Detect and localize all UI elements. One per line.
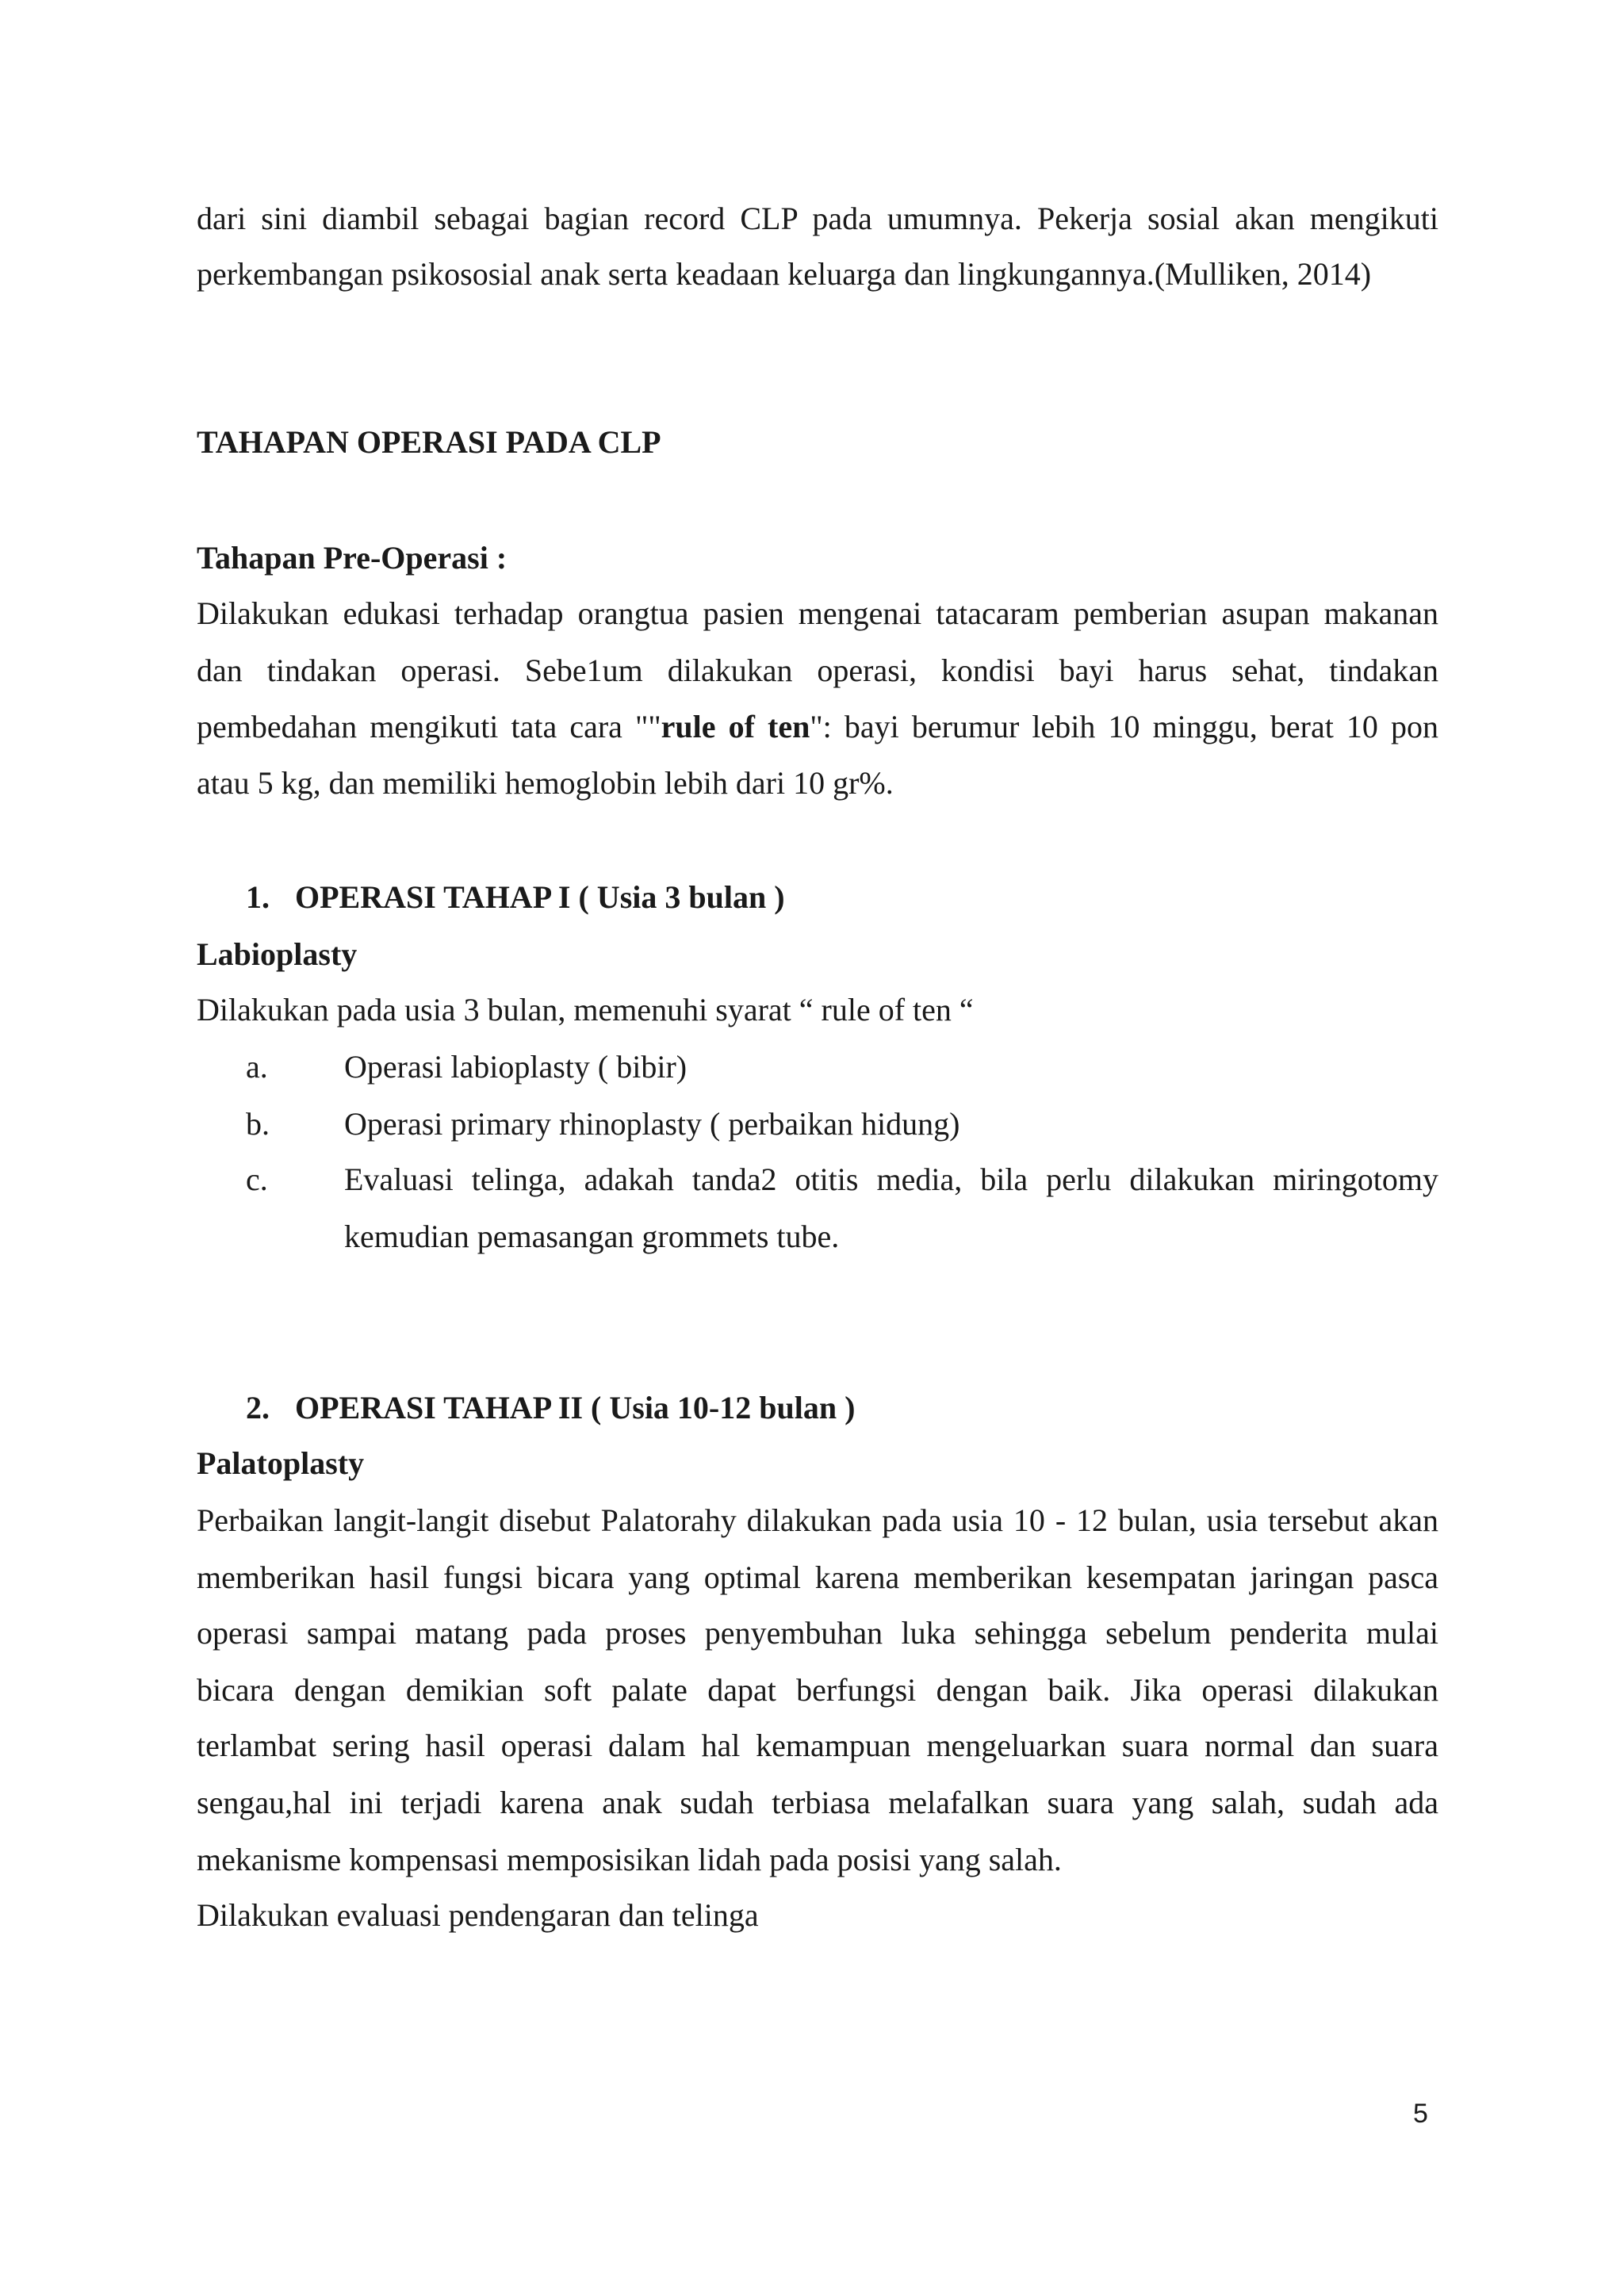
pre-op-line-1: Dilakukan edukasi terhadap orangtua pasien mengenai tatacaram pemberian asupan makanan xyxy=(197,595,1438,631)
pre-op-heading: Tahapan Pre-Operasi : xyxy=(197,540,508,576)
pre-op-line-2: dan tindakan operasi. Sebe1um dilakukan operasi, kondisi bayi harus sehat, tindakan xyxy=(197,652,1438,688)
intro-line-2: perkembangan psikososial anak serta keadaan keluarga dan lingkungannya.(Mulliken, 2014) xyxy=(197,256,1372,292)
pre-op-line-3-start: pembedahan mengikuti tata cara "" xyxy=(197,709,661,744)
stage-1-item-c-text-continued: kemudian pemasangan grommets tube. xyxy=(344,1219,840,1254)
pre-op-line-3 xyxy=(197,708,1438,746)
intro-line-1: dari sini diambil sebagai bagian record CLP pada umumnya. Pekerja sosial akan mengikuti xyxy=(197,201,1438,236)
stage-1-item-a-text: Operasi labioplasty ( bibir) xyxy=(344,1049,688,1085)
stage-2-title: OPERASI TAHAP II ( Usia 10-12 bulan ) xyxy=(295,1390,856,1425)
stage-1-item-c-text: Evaluasi telinga, adakah tanda2 otitis media, bila perlu dilakukan miringotomy xyxy=(344,1161,1438,1197)
stage-2-line-1: Perbaikan langit-langit disebut Palatorahy dilakukan pada usia 10 - 12 bulan, usia tersebut akan xyxy=(197,1502,1438,1538)
stage-2-line-4: bicara dengan demikian soft palate dapat berfungsi dengan baik. Jika operasi dilakukan xyxy=(197,1672,1438,1708)
stage-2-line-3: operasi sampai matang pada proses penyembuhan luka sehingga sebelum penderita mulai xyxy=(197,1615,1438,1651)
stage-2-closing: Dilakukan evaluasi pendengaran dan telinga xyxy=(197,1897,759,1933)
stage-1-title: OPERASI TAHAP I ( Usia 3 bulan ) xyxy=(295,879,785,915)
pre-op-line-3-end: ": bayi berumur lebih 10 minggu, berat 10 pon xyxy=(810,709,1438,744)
pre-op-line-4: atau 5 kg, dan memiliki hemoglobin lebih dari 10 gr%. xyxy=(197,765,894,801)
stage-2-line-5: terlambat sering hasil operasi dalam hal kemampuan mengeluarkan suara normal dan suara xyxy=(197,1728,1438,1763)
stage-1-intro: Dilakukan pada usia 3 bulan, memenuhi syarat “ rule of ten “ xyxy=(197,992,974,1027)
stage-1-subheading: Labioplasty xyxy=(197,936,358,972)
page-number: 5 xyxy=(1413,2099,1428,2129)
section-title: TAHAPAN OPERASI PADA CLP xyxy=(197,424,661,460)
stage-2-line-7: mekanisme kompensasi memposisikan lidah pada posisi yang salah. xyxy=(197,1842,1062,1877)
stage-1-item-a-letter: a. xyxy=(246,1049,268,1085)
stage-2-number: 2. xyxy=(246,1390,270,1425)
stage-1-number: 1. xyxy=(246,879,270,915)
rule-of-ten-emphasis: rule of ten xyxy=(661,709,810,744)
stage-2-line-6: sengau,hal ini terjadi karena anak sudah terbiasa melafalkan suara yang salah, sudah ada xyxy=(197,1785,1438,1820)
stage-1-item-b-text: Operasi primary rhinoplasty ( perbaikan hidung) xyxy=(344,1106,960,1142)
stage-1-item-c-letter: c. xyxy=(246,1161,268,1197)
stage-2-line-2: memberikan hasil fungsi bicara yang optimal karena memberikan kesempatan jaringan pasca xyxy=(197,1559,1438,1595)
stage-2-subheading: Palatoplasty xyxy=(197,1445,365,1481)
stage-1-item-b-letter: b. xyxy=(246,1106,270,1142)
